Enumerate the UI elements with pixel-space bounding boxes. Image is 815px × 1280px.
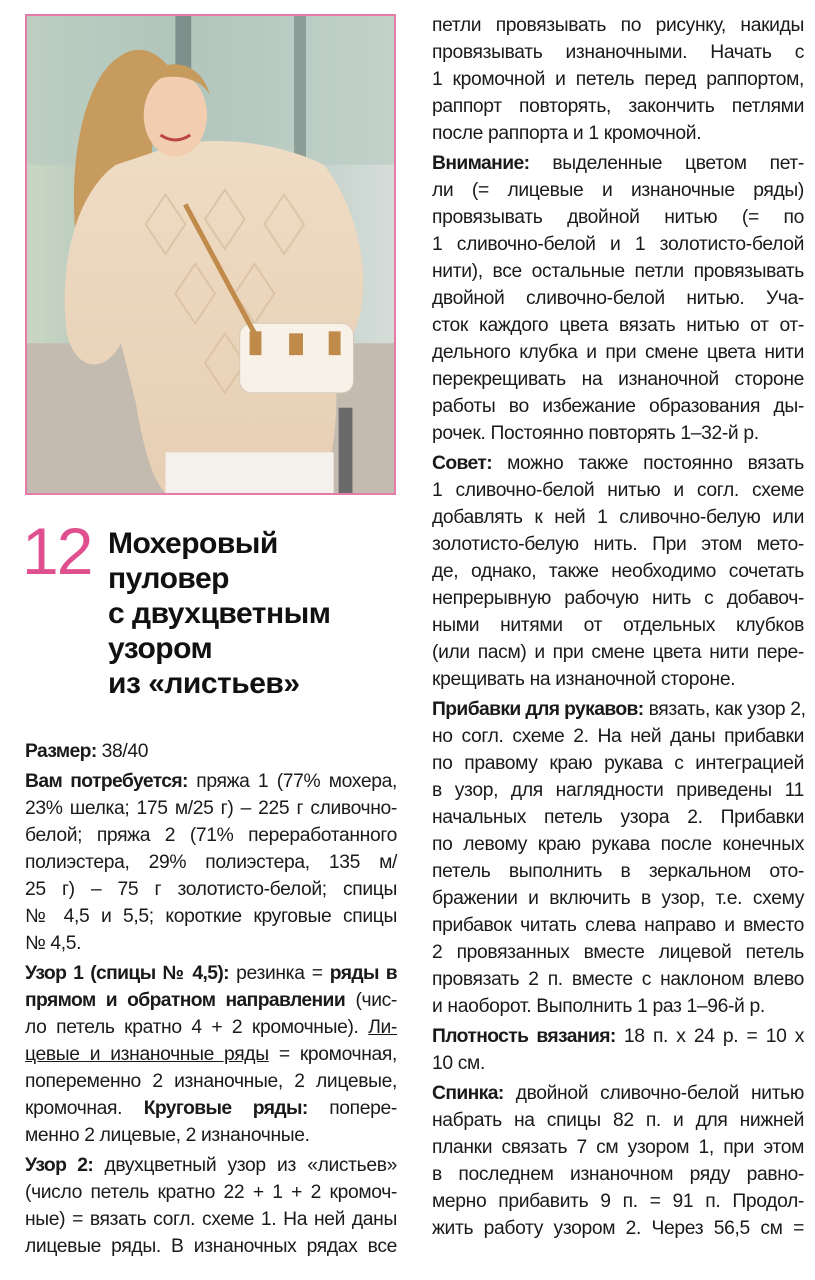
model-photo-illustration [27,16,394,493]
title-line: из «листьев» [108,667,300,700]
pattern2-paragraph: Узор 2: двухцветный узор из «листьев» (число петель кратно 22 + 1 + 2 кромоч- ные) = вязать согл. схеме 1. На ней даны лицевые ряды. В изнаночных рядах все [25,1155,397,1257]
attention-paragraph: Внимание: выделенные цветом пет- ли (= лицевые и изнаночные ряды) провязывать двойной нитью (= по 1 сливочно-белой и 1 золотисто-белой нити), все остальные петли провязывать двойной сливочно-белой нитью. Уча- сток каждого цвета вязать нитью от от- дельного клубка и при смене цвета нити перекрещивать на изнаночной стороне работы во избежание образования ды- рочек. Постоянно повторять 1–32-й р. [432,153,804,444]
advice-paragraph: Совет: можно также постоянно вязать 1 сливочно-белой нитью и согл. схеме добавлять к ней 1 сливочно-белую или золотисто-белую нить. При этом мето- де, однако, также необходимо сочетать непрерывную рабочую нить с добавоч- ными нитями от отдельных клубков (или пасм) и при смене цвета нити пере- крещивать на изнаночной стороне. [432,453,804,690]
materials-paragraph: Вам потребуется: пряжа 1 (77% мохера, 23% шелка; 175 м/25 г) – 225 г сливочно- белой; пряжа 2 (71% переработанного полиэстера, 29% полиэстера, 135 м/ 25 г) – 75 г золотисто-белой; спицы № 4,5 и 5,5; короткие круговые спицы № 4,5. [25,771,397,954]
intro-paragraph: петли провязывать по рисунку, накиды провязывать изнаночными. Начать с 1 кромочной и петель перед раппортом, раппорт повторять, закончить петлями после раппорта и 1 кромочной. [432,15,804,144]
title-line: узором [108,632,213,665]
left-column [25,738,397,1263]
right-column [432,12,804,1245]
sleeve-increases-paragraph: Прибавки для рукавов: вязать, как узор 2, но согл. схеме 2. На ней даны прибавки по правому краю рукава с интеграцией в узор, для наглядности приведены 11 начальных петель узора 2. Прибавки по левому краю рукава после конечных петель выполнить в зеркальном ото- бражении и включить в узор, т.е. схему прибавок читать слева направо и вместо 2 провязанных вместе лицевой петель провязать 2 п. вместе с наклоном влево и наоборот. Выполнить 1 раз 1–96-й р. [432,699,806,1017]
back-paragraph: Спинка: двойной сливочно-белой нитью набрать на спицы 82 п. и для нижней планки связать 7 см узором 1, при этом в последнем изнаночном ряду равно- мерно прибавить 9 п. = 91 п. Продол- жить работу узором 2. Через 56,5 см = [432,1083,804,1239]
pattern-title [108,526,408,701]
density-paragraph: Плотность вязания: 18 п. х 24 р. = 10 х 10 см. [432,1026,804,1074]
model-photo [25,14,396,495]
title-line: Мохеровый [108,527,278,560]
pattern2-label: Узор 2: [25,1155,94,1176]
size-value: 38/40 [101,741,149,762]
pattern-number: 12 [22,514,92,588]
pattern1-paragraph: Узор 1 (спицы № 4,5): резинка = ряды в прямом и обратном направлении (чис- ло петель кратно 4 + 2 кромочные). Ли- цевые и изнаночные ряды = кромочная, попеременно 2 изнаночные, 2 лицевые, кромочная. Круговые ряды: попере- менно 2 лицевые, 2 изнаночные. [25,963,397,1146]
pattern1-label: Узор 1 (спицы № 4,5): [25,963,230,984]
materials-label: Вам потребуется: [25,771,188,792]
size-label: Размер: [25,741,97,762]
title-line: пуловер [108,562,229,595]
size-paragraph [25,738,397,765]
back-label: Спинка: [432,1083,504,1104]
attention-label: Внимание: [432,153,530,174]
advice-label: Совет: [432,453,493,474]
density-label: Плотность вязания: [432,1026,616,1047]
title-line: с двухцветным [108,597,331,630]
sleeve-increases-label: Прибавки для рукавов: [432,699,644,720]
